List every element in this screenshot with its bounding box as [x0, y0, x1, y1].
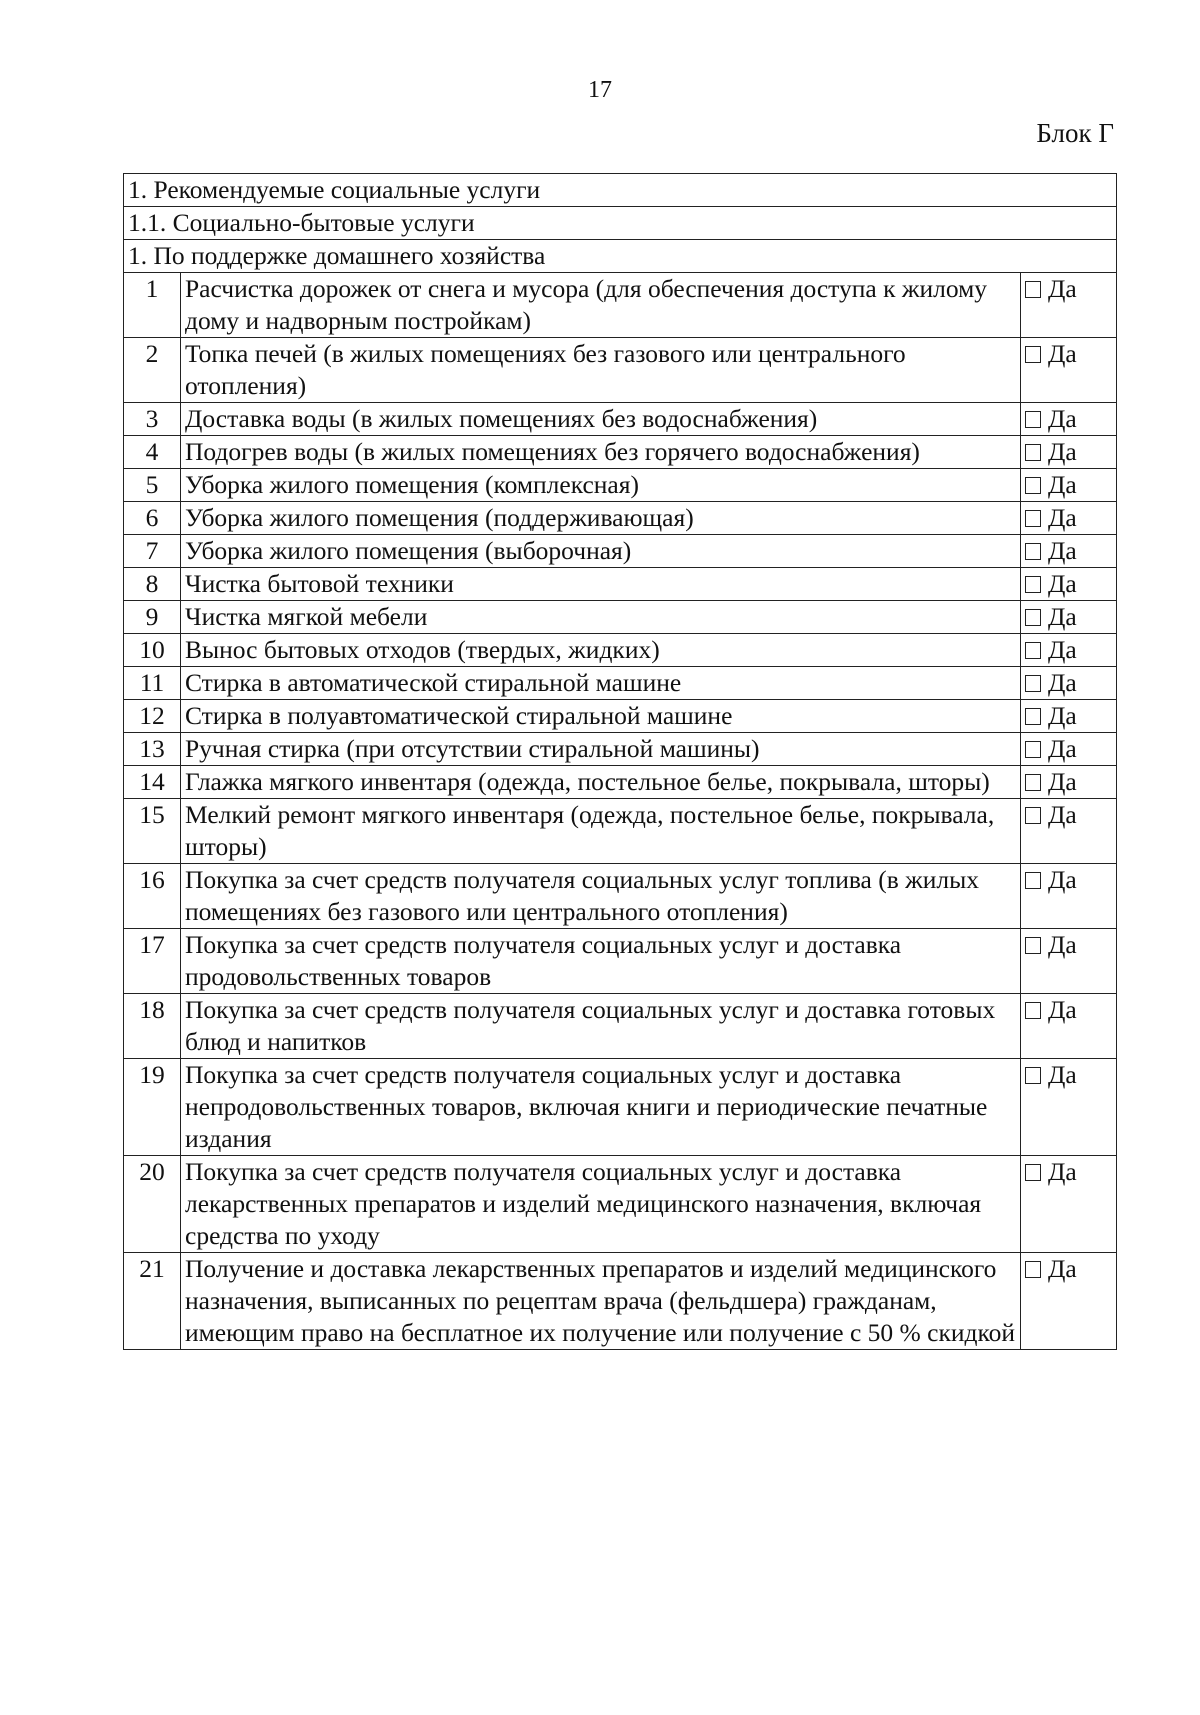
row-number: 11 [124, 667, 181, 700]
service-description: Ручная стирка (при отсутствии стиральной машины) [181, 733, 1021, 766]
table-row [124, 568, 1117, 601]
table-row [124, 436, 1117, 469]
row-number: 19 [124, 1059, 181, 1156]
service-description: Покупка за счет средств получателя социальных услуг и доставка готовых блюд и напитков [181, 994, 1021, 1059]
row-number: 2 [124, 338, 181, 403]
yes-checkbox[interactable] [1025, 281, 1041, 298]
yes-option-cell [1021, 469, 1117, 502]
table-row [124, 502, 1117, 535]
yes-label: Да [1048, 339, 1077, 368]
row-number: 7 [124, 535, 181, 568]
group-heading: 1. По поддержке домашнего хозяйства [124, 240, 1117, 273]
table-row [124, 994, 1117, 1059]
yes-option-cell [1021, 502, 1117, 535]
row-number: 18 [124, 994, 181, 1059]
row-number: 10 [124, 634, 181, 667]
subsection-heading: 1.1. Социально-бытовые услуги [124, 207, 1117, 240]
yes-label: Да [1048, 569, 1077, 598]
yes-checkbox[interactable] [1025, 642, 1041, 659]
yes-checkbox[interactable] [1025, 576, 1041, 593]
row-number: 15 [124, 799, 181, 864]
yes-option-cell [1021, 994, 1117, 1059]
yes-label: Да [1048, 930, 1077, 959]
table-row [124, 634, 1117, 667]
yes-option-cell [1021, 403, 1117, 436]
row-number: 6 [124, 502, 181, 535]
services-table [123, 173, 1117, 1350]
table-row [124, 1156, 1117, 1253]
yes-checkbox[interactable] [1025, 609, 1041, 626]
yes-label: Да [1048, 635, 1077, 664]
yes-option-cell [1021, 799, 1117, 864]
service-description: Уборка жилого помещения (выборочная) [181, 535, 1021, 568]
row-number: 16 [124, 864, 181, 929]
yes-checkbox[interactable] [1025, 872, 1041, 889]
table-row [124, 667, 1117, 700]
yes-label: Да [1048, 503, 1077, 532]
service-description: Покупка за счет средств получателя социальных услуг топлива (в жилых помещениях без газового или центрального отопления) [181, 864, 1021, 929]
yes-checkbox[interactable] [1025, 675, 1041, 692]
service-description: Получение и доставка лекарственных препаратов и изделий медицинского назначения, выписанных по рецептам врача (фельдшера) гражданам, имеющим право на бесплатное их получение или получение с 50 % скидкой [181, 1253, 1021, 1350]
service-description: Стирка в автоматической стиральной машине [181, 667, 1021, 700]
table-row [124, 1253, 1117, 1350]
services-table-body [124, 174, 1117, 1350]
yes-checkbox[interactable] [1025, 477, 1041, 494]
service-description: Вынос бытовых отходов (твердых, жидких) [181, 634, 1021, 667]
table-row [124, 733, 1117, 766]
yes-label: Да [1048, 470, 1077, 499]
table-row [124, 864, 1117, 929]
row-number: 3 [124, 403, 181, 436]
yes-option-cell [1021, 634, 1117, 667]
service-description: Мелкий ремонт мягкого инвентаря (одежда, постельное белье, покрывала, шторы) [181, 799, 1021, 864]
table-row [124, 601, 1117, 634]
yes-label: Да [1048, 1157, 1077, 1186]
yes-checkbox[interactable] [1025, 774, 1041, 791]
row-number: 21 [124, 1253, 181, 1350]
subsection-heading-row [124, 207, 1117, 240]
service-description: Чистка бытовой техники [181, 568, 1021, 601]
yes-option-cell [1021, 929, 1117, 994]
yes-checkbox[interactable] [1025, 708, 1041, 725]
page-number: 17 [588, 77, 612, 103]
table-row [124, 766, 1117, 799]
yes-option-cell [1021, 338, 1117, 403]
yes-label: Да [1048, 865, 1077, 894]
yes-option-cell [1021, 601, 1117, 634]
table-row [124, 469, 1117, 502]
yes-option-cell [1021, 700, 1117, 733]
service-description: Уборка жилого помещения (комплексная) [181, 469, 1021, 502]
yes-checkbox[interactable] [1025, 937, 1041, 954]
yes-option-cell [1021, 436, 1117, 469]
table-row [124, 700, 1117, 733]
row-number: 5 [124, 469, 181, 502]
section-heading-row [124, 174, 1117, 207]
yes-label: Да [1048, 668, 1077, 697]
service-description: Доставка воды (в жилых помещениях без водоснабжения) [181, 403, 1021, 436]
yes-label: Да [1048, 274, 1077, 303]
service-description: Покупка за счет средств получателя социальных услуг и доставка продовольственных товаров [181, 929, 1021, 994]
yes-label: Да [1048, 602, 1077, 631]
table-row [124, 535, 1117, 568]
yes-option-cell [1021, 864, 1117, 929]
service-description: Подогрев воды (в жилых помещениях без горячего водоснабжения) [181, 436, 1021, 469]
row-number: 8 [124, 568, 181, 601]
table-row [124, 929, 1117, 994]
group-heading-row [124, 240, 1117, 273]
yes-checkbox[interactable] [1025, 741, 1041, 758]
yes-label: Да [1048, 767, 1077, 796]
yes-option-cell [1021, 667, 1117, 700]
yes-label: Да [1048, 404, 1077, 433]
yes-label: Да [1048, 800, 1077, 829]
row-number: 20 [124, 1156, 181, 1253]
table-row [124, 1059, 1117, 1156]
yes-checkbox[interactable] [1025, 411, 1041, 428]
yes-checkbox[interactable] [1025, 346, 1041, 363]
yes-checkbox[interactable] [1025, 510, 1041, 527]
yes-checkbox[interactable] [1025, 1067, 1041, 1084]
service-description: Уборка жилого помещения (поддерживающая) [181, 502, 1021, 535]
service-description: Покупка за счет средств получателя социальных услуг и доставка лекарственных препаратов и изделий медицинского назначения, включая средства по уходу [181, 1156, 1021, 1253]
yes-label: Да [1048, 1060, 1077, 1089]
service-description: Покупка за счет средств получателя социальных услуг и доставка непродовольственных товаров, включая книги и периодические печатные издания [181, 1059, 1021, 1156]
block-label: Блок Г [1036, 118, 1114, 148]
row-number: 17 [124, 929, 181, 994]
table-row [124, 338, 1117, 403]
table-row [124, 273, 1117, 338]
yes-checkbox[interactable] [1025, 807, 1041, 824]
yes-option-cell [1021, 535, 1117, 568]
service-description: Глажка мягкого инвентаря (одежда, постельное белье, покрывала, шторы) [181, 766, 1021, 799]
yes-label: Да [1048, 437, 1077, 466]
yes-option-cell [1021, 568, 1117, 601]
yes-option-cell [1021, 766, 1117, 799]
yes-checkbox[interactable] [1025, 444, 1041, 461]
yes-checkbox[interactable] [1025, 1261, 1041, 1278]
row-number: 9 [124, 601, 181, 634]
yes-label: Да [1048, 1254, 1077, 1283]
row-number: 1 [124, 273, 181, 338]
table-row [124, 403, 1117, 436]
yes-checkbox[interactable] [1025, 1164, 1041, 1181]
service-description: Чистка мягкой мебели [181, 601, 1021, 634]
yes-checkbox[interactable] [1025, 543, 1041, 560]
yes-option-cell [1021, 1156, 1117, 1253]
table-row [124, 799, 1117, 864]
yes-checkbox[interactable] [1025, 1002, 1041, 1019]
yes-option-cell [1021, 733, 1117, 766]
yes-label: Да [1048, 995, 1077, 1024]
service-description: Стирка в полуавтоматической стиральной машине [181, 700, 1021, 733]
row-number: 4 [124, 436, 181, 469]
service-description: Расчистка дорожек от снега и мусора (для обеспечения доступа к жилому дому и надворным постройкам) [181, 273, 1021, 338]
section-heading: 1. Рекомендуемые социальные услуги [124, 174, 1117, 207]
yes-label: Да [1048, 734, 1077, 763]
yes-option-cell [1021, 1253, 1117, 1350]
yes-label: Да [1048, 536, 1077, 565]
row-number: 13 [124, 733, 181, 766]
yes-option-cell [1021, 273, 1117, 338]
service-description: Топка печей (в жилых помещениях без газового или центрального отопления) [181, 338, 1021, 403]
row-number: 12 [124, 700, 181, 733]
row-number: 14 [124, 766, 181, 799]
yes-label: Да [1048, 701, 1077, 730]
yes-option-cell [1021, 1059, 1117, 1156]
